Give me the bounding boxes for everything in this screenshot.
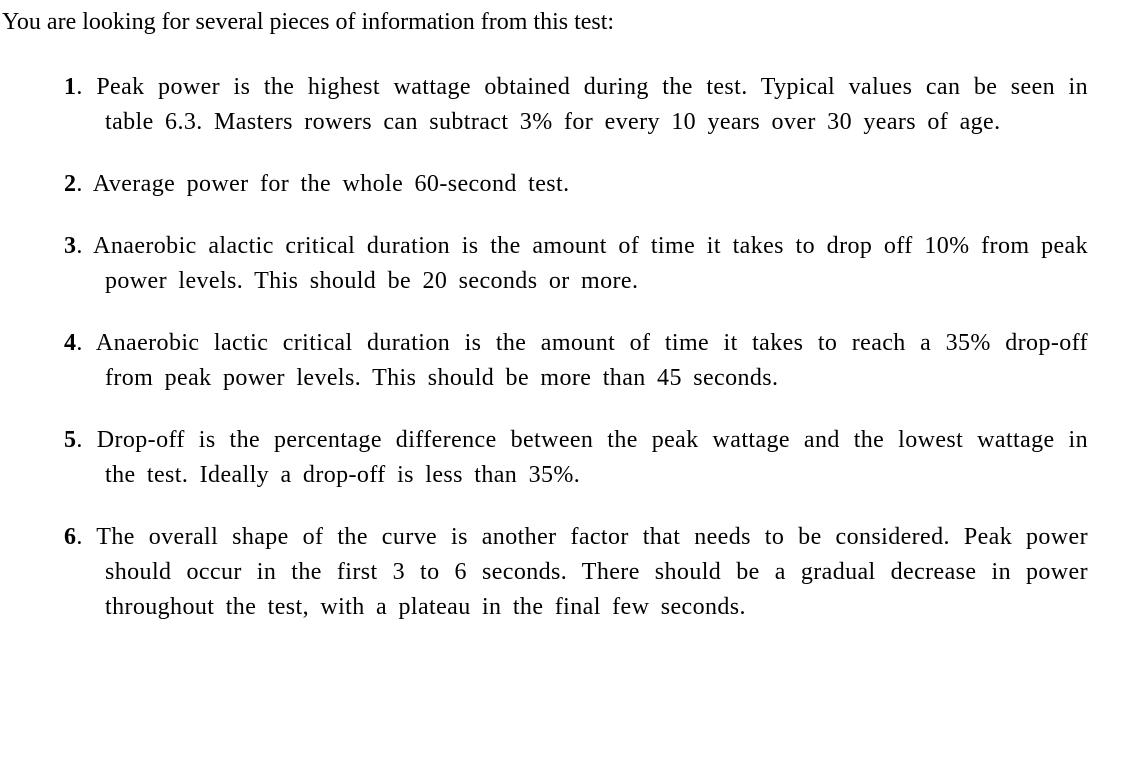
list-item	[64, 70, 1088, 140]
item-number-separator: .	[76, 427, 97, 453]
list-item	[64, 167, 1088, 202]
item-text: Peak power is the highest wattage obtained during the test. Typical values can be seen in table 6.3. Masters rowers can subtract 3% for every 10 years over 30 years of age.	[96, 74, 1088, 135]
list-item	[64, 229, 1088, 299]
intro-text: You are looking for several pieces of information from this test:	[2, 9, 615, 35]
item-number-separator: .	[76, 330, 96, 356]
info-list	[2, 70, 1088, 625]
item-number: 2	[64, 171, 77, 197]
list-item	[64, 520, 1088, 625]
item-text: Anaerobic alactic critical duration is the amount of time it takes to drop off 10% from peak power levels. This should be 20 seconds or more.	[93, 233, 1088, 294]
item-number-separator: .	[76, 524, 97, 550]
item-number: 3	[64, 233, 77, 259]
item-number-separator: .	[76, 74, 97, 100]
list-item	[64, 423, 1088, 493]
item-number: 5	[64, 427, 77, 453]
item-number: 4	[64, 330, 77, 356]
item-number-separator: .	[76, 233, 94, 259]
item-number-separator: .	[76, 171, 93, 197]
item-text: Average power for the whole 60-second test.	[92, 171, 570, 197]
item-text: The overall shape of the curve is another factor that needs to be considered. Peak power should occur in the first 3 to 6 seconds. There should be a gradual decrease in power throughout the test, with a plateau in the final few seconds.	[96, 524, 1088, 620]
item-text: Drop-off is the percentage difference between the peak wattage and the lowest wattage in the test. Ideally a drop-off is less than 35%.	[96, 427, 1088, 488]
list-item	[64, 326, 1088, 396]
item-text: Anaerobic lactic critical duration is the amount of time it takes to reach a 35% drop-off from peak power levels. This should be more than 45 seconds.	[95, 330, 1088, 391]
item-number: 1	[64, 74, 77, 100]
item-number: 6	[64, 524, 77, 550]
